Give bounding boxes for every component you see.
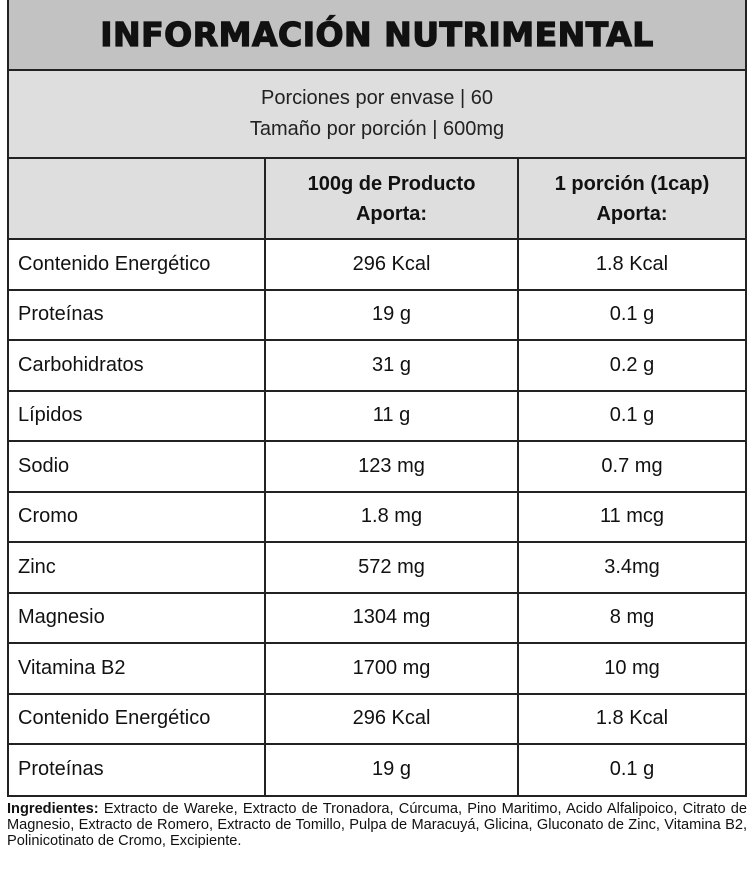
value-per-100g: 572 mg (265, 542, 518, 593)
value-per-serving: 0.1 g (518, 290, 745, 341)
table-row (9, 744, 745, 795)
table-row (9, 643, 745, 694)
serving-size: Tamaño por porción | 600mg (249, 118, 505, 140)
value-per-100g: 19 g (265, 290, 518, 341)
table-row (9, 694, 745, 745)
value-per-serving: 11 mcg (518, 492, 745, 543)
table-row (9, 542, 745, 593)
table-header-row (9, 159, 745, 239)
table-row (9, 340, 745, 391)
value-per-serving: 0.1 g (609, 758, 655, 781)
nutrient-name: Vitamina B2 (9, 643, 265, 694)
page-title: INFORMACIÓN NUTRIMENTAL (100, 15, 654, 54)
table-row (9, 239, 745, 290)
nutrient-name: Lípidos (9, 391, 265, 442)
nutrient-name: Zinc (9, 542, 265, 593)
header-nutrient (9, 159, 265, 239)
header-per-100g-line2: Aporta: (355, 202, 428, 225)
value-per-100g: 123 mg (265, 441, 518, 492)
nutrient-name: Proteínas (9, 290, 265, 341)
header-per-serving (518, 159, 745, 239)
nutrient-name: Magnesio (9, 593, 265, 644)
table-row (9, 290, 745, 341)
header-per-100g-line1: 100g de Producto (307, 172, 476, 195)
value-per-serving: 1.8 Kcal (518, 694, 745, 745)
value-per-serving: 0.1 g (518, 391, 745, 442)
value-per-serving: 0.2 g (518, 340, 745, 391)
value-per-100g: 1700 mg (265, 643, 518, 694)
table-row (9, 492, 745, 543)
nutrient-name: Contenido Energético (9, 239, 265, 290)
value-per-serving: 10 mg (518, 643, 745, 694)
nutrition-table (9, 159, 745, 795)
value-per-100g: 296 Kcal (265, 239, 518, 290)
nutrition-facts-panel (7, 0, 747, 797)
value-per-100g: 31 g (265, 340, 518, 391)
value-per-serving: 0.7 mg (518, 441, 745, 492)
value-per-100g: 11 g (265, 391, 518, 442)
value-per-serving: 1.8 Kcal (518, 239, 745, 290)
table-row (9, 441, 745, 492)
nutrient-name: Carbohidratos (9, 340, 265, 391)
value-per-serving: 8 mg (518, 593, 745, 644)
header-per-serving-line2: Aporta: (596, 202, 668, 225)
title-bar (9, 0, 745, 71)
ingredients-paragraph (7, 801, 747, 849)
nutrient-name: Contenido Energético (9, 694, 265, 745)
servings-per-container: Porciones por envase | 60 (260, 87, 493, 109)
serving-info (9, 71, 745, 159)
nutrient-name: Proteínas (9, 744, 265, 795)
table-row (9, 391, 745, 442)
table-row (9, 593, 745, 644)
header-per-serving-line1: 1 porción (1cap) (554, 172, 710, 195)
nutrient-name: Sodio (9, 441, 265, 492)
value-per-100g: 1304 mg (265, 593, 518, 644)
nutrient-name: Cromo (9, 492, 265, 543)
ingredients-label: Ingredientes: (7, 801, 99, 817)
value-per-100g: 296 Kcal (265, 694, 518, 745)
value-per-100g: 1.8 mg (265, 492, 518, 543)
value-per-serving: 3.4mg (518, 542, 745, 593)
ingredients-text: Extracto de Wareke, Extracto de Tronadora, Cúrcuma, Pino Maritimo, Acido Alfalipoico, Citrato de Magnesio, Extracto de Romero, Extracto de Tomillo, Pulpa de Maracuyá, Glicina, Gluconato de Zinc, Vitamina B2, Polinicotinato de Cromo, Excipiente. (7, 801, 747, 849)
value-per-100g: 19 g (265, 744, 518, 795)
header-per-100g (265, 159, 518, 239)
